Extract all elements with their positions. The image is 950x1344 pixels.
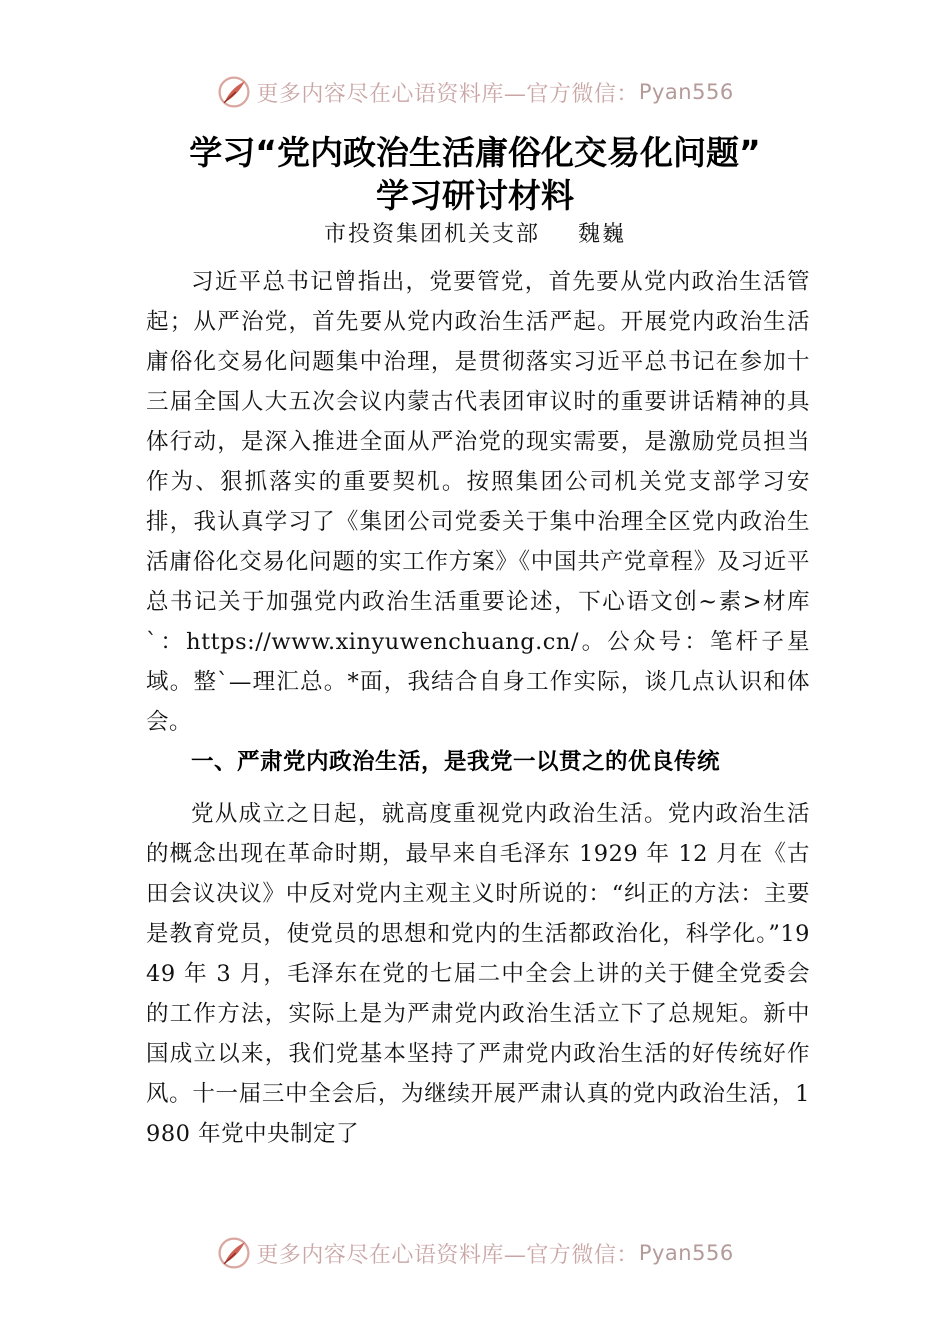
- document-title-line-1: 学习“党内政治生活庸俗化交易化问题”: [189, 133, 761, 172]
- body-paragraph-1: 习近平总书记曾指出，党要管党，首先要从党内政治生活管起；从严治党，首先要从党内政治生活严起。开展党内政治生活庸俗化交易化问题集中治理，是贯彻落实习近平总书记在参加十三届全国人大五次会议内蒙古代表团审议时的重要讲话精神的具体行动，是深入推进全面从严治党的现实需要，是激励党员担当作为、狠抓落实的重要契机。按照集团公司机关党支部学习安排，我认真学习了《集团公司党委关于集中治理全区党内政治生活庸俗化交易化问题的实工作方案》《中国共产党章程》及习近平总书记关于加强党内政治生活重要论述，下心语文创~素>材库`：https://www.xinyuwenchuang.cn/。公众号：笔杆子星域。整`—理汇总。*面，我结合自身工作实际，谈几点认识和体会。: [146, 269, 810, 735]
- document-body: [146, 262, 810, 1154]
- section-heading-1: 一、严肃党内政治生活，是我党一以贯之的优良传统: [191, 749, 721, 775]
- watermark-text: 更多内容尽在心语资料库—官方微信：: [256, 81, 639, 107]
- watermark-text: 更多内容尽在心语资料库—官方微信：: [256, 1242, 639, 1268]
- author-name: 魏巍: [578, 222, 627, 247]
- document-title-line-2: 学习研讨材料: [376, 176, 574, 215]
- watermark-banner-top: [0, 72, 950, 112]
- byline: [0, 218, 950, 252]
- body-paragraph-2: 党从成立之日起，就高度重视党内政治生活。党内政治生活的概念出现在革命时期，最早来自毛泽东 1929 年 12 月在《古田会议决议》中反对党内主观主义时所说的：“纠正的方法：主要是教育党员，使党员的思想和党内的生活都政治化，科学化。”1949 年 3 月，毛泽东在党的七届二中全会上讲的关于健全党委会的工作方法，实际上是为严肃党内政治生活立下了总规矩。新中国成立以来，我们党基本坚持了严肃党内政治生活的好传统好作风。十一届三中全会后，为继续开展严肃认真的党内政治生活，1980 年党中央制定了: [146, 801, 810, 1147]
- feather-pen-logo-icon: [216, 74, 252, 110]
- watermark-wechat-id: Pyan556: [638, 80, 734, 104]
- author-organization: 市投资集团机关支部: [323, 222, 540, 247]
- watermark-wechat-id: Pyan556: [638, 1241, 734, 1265]
- watermark-banner-bottom: [0, 1233, 950, 1273]
- feather-pen-logo-icon: [216, 1235, 252, 1271]
